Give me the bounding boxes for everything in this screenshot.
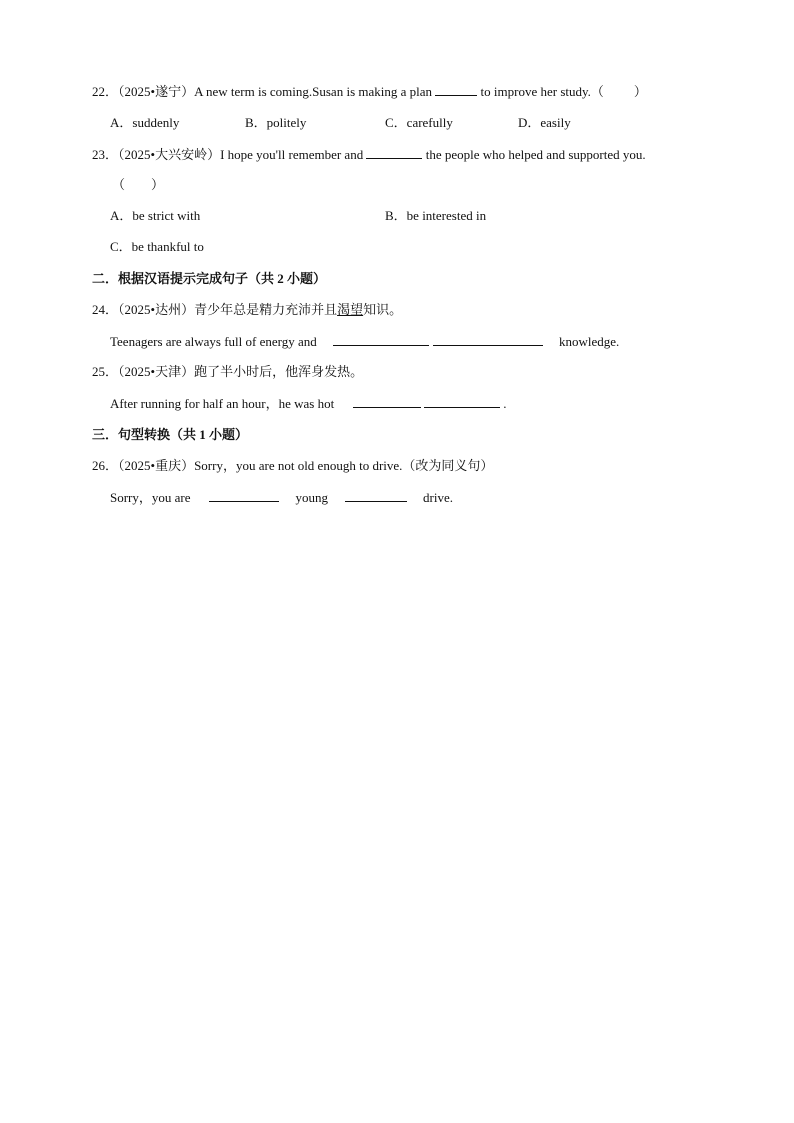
question-text: 青少年总是精力充沛并且 <box>194 302 338 317</box>
option-b[interactable]: B．be interested in <box>385 208 487 223</box>
question-number: 25． <box>92 364 119 379</box>
question-22 <box>92 83 647 100</box>
question-23 <box>92 146 646 163</box>
question-text: I hope you'll remember and <box>220 147 364 162</box>
question-source: （2025•重庆） <box>118 458 195 473</box>
option-d[interactable]: D．easily <box>518 115 571 130</box>
answer-blank[interactable] <box>209 489 279 502</box>
question-text: A new term is coming.Susan is making a plan <box>194 84 433 99</box>
option-a[interactable]: A．suddenly <box>110 115 180 130</box>
question-24 <box>92 302 402 318</box>
answer-blank[interactable] <box>353 395 421 408</box>
question-text: to improve her study.（ <box>480 84 604 99</box>
answer-blank[interactable] <box>433 333 543 346</box>
question-text: Sorry，you are not old enough to drive.（改为同义句） <box>194 458 494 473</box>
sentence-text: drive. <box>423 490 453 505</box>
sentence-text: knowledge. <box>559 334 620 349</box>
question-text: 知识。 <box>363 302 403 317</box>
question-number: 23． <box>92 147 119 162</box>
sentence-text: Teenagers are always full of energy and <box>110 334 317 349</box>
question-number: 24． <box>92 302 119 317</box>
answer-blank[interactable] <box>424 395 500 408</box>
option-c[interactable]: C．be thankful to <box>110 239 204 254</box>
answer-blank[interactable] <box>366 146 422 159</box>
sentence-text: Sorry，you are <box>110 490 191 505</box>
section-heading: 三．句型转换（共 1 小题） <box>92 427 249 442</box>
option-a[interactable]: A．be strict with <box>110 208 201 223</box>
sentence-text: After running for half an hour，he was hot <box>110 396 335 411</box>
hint-word: 渴望 <box>337 302 364 317</box>
question-number: 26． <box>92 458 119 473</box>
question-source: （2025•遂宁） <box>118 84 195 99</box>
option-b[interactable]: B．politely <box>245 115 307 130</box>
question-text: 跑了半小时后，他浑身发热。 <box>194 364 364 379</box>
sentence-text: . <box>503 396 507 411</box>
answer-blank[interactable] <box>435 83 477 96</box>
question-25 <box>92 364 363 380</box>
answer-line <box>110 395 506 412</box>
question-text: the people who helped and supported you. <box>425 147 646 162</box>
question-number: 22． <box>92 84 119 99</box>
answer-blank[interactable] <box>333 333 429 346</box>
option-c[interactable]: C．carefully <box>385 115 453 130</box>
section-heading: 二．根据汉语提示完成句子（共 2 小题） <box>92 271 327 286</box>
answer-line <box>110 333 619 350</box>
question-source: （2025•天津） <box>118 364 195 379</box>
answer-line <box>110 489 453 506</box>
question-source: （2025•达州） <box>118 302 195 317</box>
question-source: （2025•大兴安岭） <box>118 147 221 162</box>
sentence-text: young <box>295 490 329 505</box>
answer-paren-close: ） <box>633 84 647 99</box>
answer-paren: （ ） <box>112 177 165 192</box>
answer-blank[interactable] <box>345 489 407 502</box>
question-26 <box>92 458 493 474</box>
